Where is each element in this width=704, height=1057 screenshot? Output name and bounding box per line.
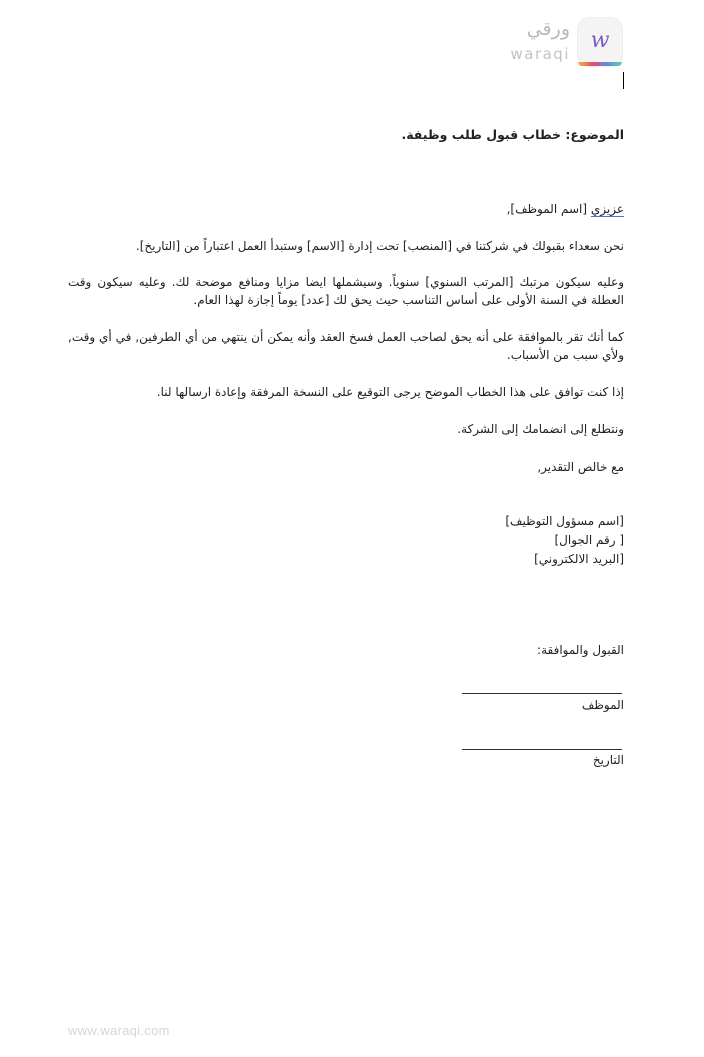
signer-name[interactable]: [اسم مسؤول التوظيف] [505,514,624,528]
greeting-word: عزيزي [590,202,624,216]
acceptance-label[interactable]: القبول والموافقة: [537,643,624,657]
date-signature-line [462,749,622,750]
paragraph-2[interactable]: وعليه سيكون مرتبك [المرتب السنوي] سنوياً. وسيشملها ايضا مزايا ومنافع موضحة لك. وعليه سيكون وقت العطلة في السنة الأولى على أساس التناسب حيث يحق لك [عدد] يوماً إجازة لهذا العام. [68,275,624,307]
signer-phone[interactable]: [ رقم الجوال] [554,533,624,547]
employee-label[interactable]: الموظف [581,698,624,712]
paragraph-1[interactable]: نحن سعداء بقبولك في شركتنا في [المنصب] تحت إدارة [الاسم] وستبدأ العمل اعتباراً من [التاريخ]. [135,239,624,253]
text-cursor [623,72,624,89]
paragraph-5[interactable]: ونتطلع إلى انضمامك إلى الشركة. [457,422,624,436]
website-watermark: www.waraqi.com [68,1023,170,1038]
greeting-rest: [اسم الموظف], [506,202,591,216]
logo-glyph: w [590,28,610,53]
date-label[interactable]: التاريخ [592,753,624,767]
logo-latin-text: waraqi [510,45,570,63]
paragraph-3[interactable]: كما أنك تقر بالموافقة على أنه يحق لصاحب العمل فسخ العقد وأنه يمكن أن ينتهي من أي الطرفين, في أي وقت, ولأي سبب من الأسباب. [68,330,624,362]
logo-color-stripe [578,62,622,66]
paragraph-4[interactable]: إذا كنت توافق على هذا الخطاب الموضح يرجى التوقيع على النسخة المرفقة وإعادة ارسالها لنا. [156,385,624,399]
letter-greeting[interactable] [507,200,624,218]
waraqi-logo [502,14,622,74]
logo-arabic-text: ورقي [526,18,570,40]
closing-line[interactable]: مع خالص التقدير, [537,460,624,474]
letter-subject[interactable]: الموضوع: خطاب قبول طلب وظيفة. [401,127,624,142]
waraqi-logo-icon [578,18,622,66]
employee-signature-line [462,693,622,694]
signer-email[interactable]: [البريد الالكتروني] [534,552,624,566]
